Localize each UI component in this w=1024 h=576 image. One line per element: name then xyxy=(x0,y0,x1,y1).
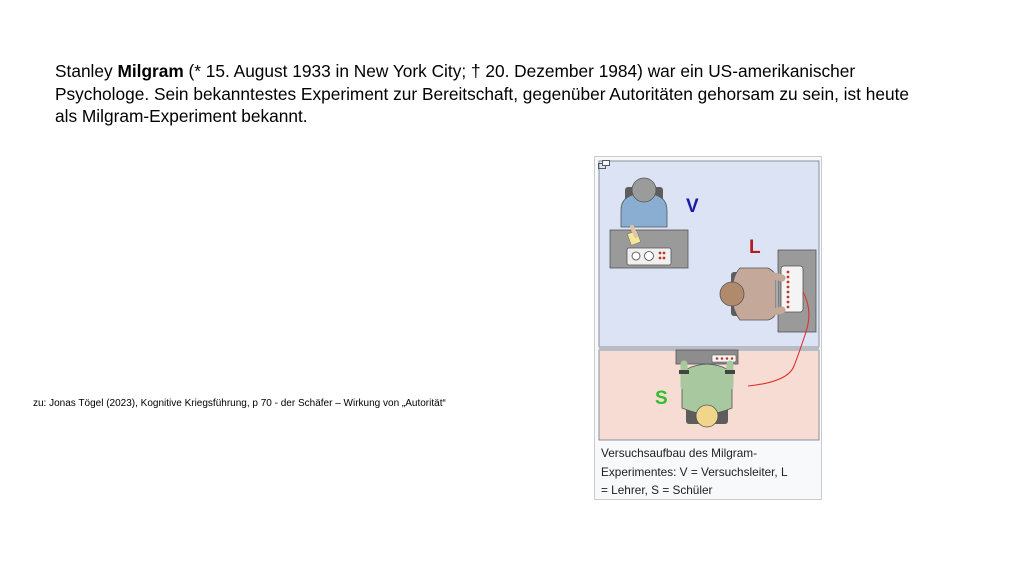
experimenter-head xyxy=(632,178,656,202)
experiment-diagram xyxy=(598,160,820,442)
name-first: Stanley xyxy=(55,61,118,81)
generator-switch xyxy=(787,296,790,299)
generator-switch xyxy=(787,276,790,279)
generator-switch xyxy=(787,301,790,304)
wrist-strap xyxy=(679,370,689,374)
panel-light xyxy=(663,257,666,260)
learner-button xyxy=(716,357,719,360)
dial-left-icon xyxy=(632,252,640,260)
wrist-strap xyxy=(725,370,735,374)
dial-right-icon xyxy=(645,252,654,261)
label-l: L xyxy=(749,237,761,258)
enlarge-icon[interactable] xyxy=(598,160,610,170)
panel-light xyxy=(663,252,666,255)
shock-generator xyxy=(781,266,803,312)
generator-switch xyxy=(787,271,790,274)
learner-button xyxy=(731,357,734,360)
intro-text: (* 15. August 1933 in New York City; † 20. Dezember 1984) war ein US-amerikanischer Psychologe. Sein bekanntestes Experiment zur Bereitschaft, gegenüber Autoritäten gehorsam zu sein, ist heute als Milgram-Experiment bekannt. xyxy=(55,61,910,126)
teacher-head xyxy=(720,282,744,306)
source-note: zu: Jonas Tögel (2023), Kognitive Kriegsführung, p 70 - der Schäfer – Wirkung von „Autorität“ xyxy=(33,398,446,409)
learner-head xyxy=(696,405,718,427)
name-last: Milgram xyxy=(117,61,184,81)
intro-paragraph xyxy=(55,60,915,128)
label-s: S xyxy=(655,388,668,409)
generator-switch xyxy=(787,306,790,309)
teacher-arm xyxy=(766,310,782,314)
generator-switch xyxy=(787,281,790,284)
learner-button xyxy=(726,357,729,360)
milgram-figure xyxy=(594,156,822,500)
panel-light xyxy=(659,252,662,255)
generator-switch xyxy=(787,291,790,294)
generator-switch xyxy=(787,286,790,289)
label-v: V xyxy=(686,196,699,217)
figure-caption: Versuchsaufbau des Milgram-Experimentes: V = Versuchsleiter, L = Lehrer, S = Schüler xyxy=(601,446,788,497)
teacher-arm xyxy=(766,274,782,278)
learner-button xyxy=(721,357,724,360)
panel-light xyxy=(659,257,662,260)
